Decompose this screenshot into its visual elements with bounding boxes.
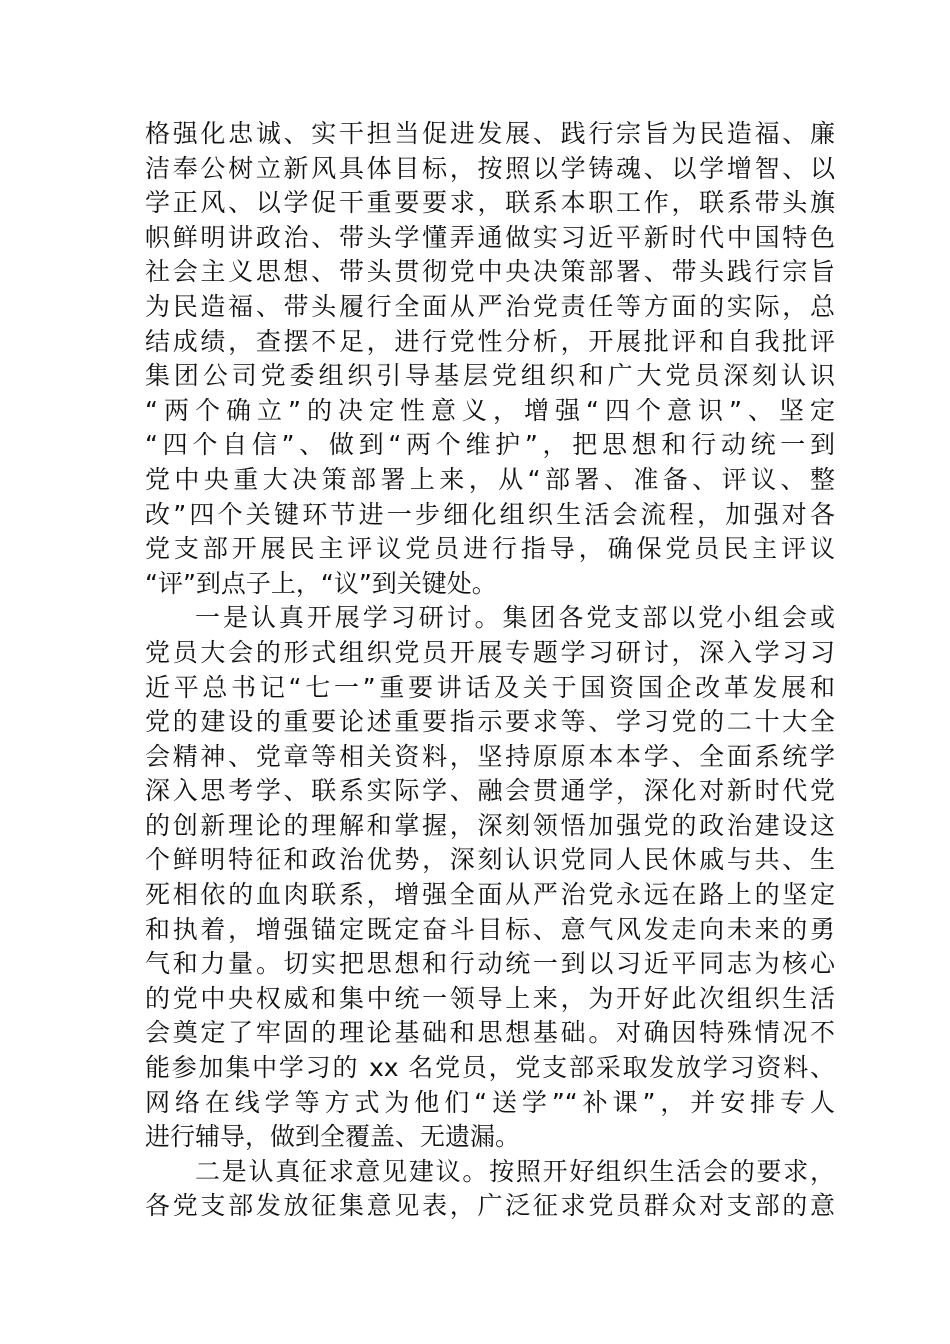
body-text	[145, 117, 835, 1224]
text-line: 结成绩，查摆不足，进行党性分析，开展批评和自我批评	[145, 326, 835, 356]
text-line: 网络在线学等方式为他们“送学”“补课”，并安排专人	[145, 1087, 835, 1117]
text-line: 个鲜明特征和政治优势，深刻认识党同人民休戚与共、生	[145, 845, 835, 875]
text-line: 深入思考学、联系实际学、融会贯通学，深化对新时代党	[145, 776, 835, 806]
text-line: 各党支部发放征集意见表，广泛征求党员群众对支部的意	[145, 1191, 835, 1221]
text-line: 学正风、以学促干重要要求，联系本职工作，联系带头旗	[145, 188, 835, 218]
text-line: 的创新理论的理解和掌握，深刻领悟加强党的政治建设这	[145, 810, 835, 840]
text-line: 改”四个关键环节进一步细化组织生活会流程，加强对各	[145, 499, 835, 529]
text-line: 党中央重大决策部署上来，从“部署、准备、评议、整	[145, 464, 835, 494]
text-line: 洁奉公树立新风具体目标，按照以学铸魂、以学增智、以	[145, 153, 835, 183]
text-line: “两个确立”的决定性意义，增强“四个意识”、坚定	[145, 395, 835, 425]
text-line: 社会主义思想、带头贯彻党中央决策部署、带头践行宗旨	[145, 257, 835, 287]
text-line: 近平总书记“七一”重要讲话及关于国资国企改革发展和	[145, 672, 835, 702]
text-line: 会奠定了牢固的理论基础和思想基础。对确因特殊情况不	[145, 1018, 835, 1048]
paragraph-first-line: 二是认真征求意见建议。按照开好组织生活会的要求，	[195, 1156, 835, 1186]
text-line: “评”到点子上，“议”到关键处。	[145, 568, 497, 598]
text-line: 为民造福、带头履行全面从严治党责任等方面的实际，总	[145, 291, 835, 321]
text-line: 帜鲜明讲政治、带头学懂弄通做实习近平新时代中国特色	[145, 222, 835, 252]
text-line: 气和力量。切实把思想和行动统一到以习近平同志为核心	[145, 949, 835, 979]
text-line: “四个自信”、做到“两个维护”，把思想和行动统一到	[145, 430, 835, 460]
text-line: 党的建设的重要论述重要指示要求等、学习党的二十大全	[145, 707, 835, 737]
text-line: 死相依的血肉联系，增强全面从严治党永远在路上的坚定	[145, 880, 835, 910]
text-line: 党员大会的形式组织党员开展专题学习研讨，深入学习习	[145, 637, 835, 667]
paragraph-first-line: 一是认真开展学习研讨。集团各党支部以党小组会或	[195, 603, 835, 633]
text-line: 能参加集中学习的 xx 名党员，党支部采取发放学习资料、	[145, 1053, 835, 1083]
text-line: 集团公司党委组织引导基层党组织和广大党员深刻认识	[145, 361, 835, 391]
text-line: 会精神、党章等相关资料，坚持原原本本学、全面系统学	[145, 741, 835, 771]
text-line: 和执着，增强锚定既定奋斗目标、意气风发走向未来的勇	[145, 914, 835, 944]
text-line: 格强化忠诚、实干担当促进发展、践行宗旨为民造福、廉	[145, 119, 835, 148]
text-line: 进行辅导，做到全覆盖、无遗漏。	[145, 1122, 521, 1152]
text-line: 的党中央权威和集中统一领导上来，为开好此次组织生活	[145, 983, 835, 1013]
text-line: 党支部开展民主评议党员进行指导，确保党员民主评议	[145, 534, 835, 564]
